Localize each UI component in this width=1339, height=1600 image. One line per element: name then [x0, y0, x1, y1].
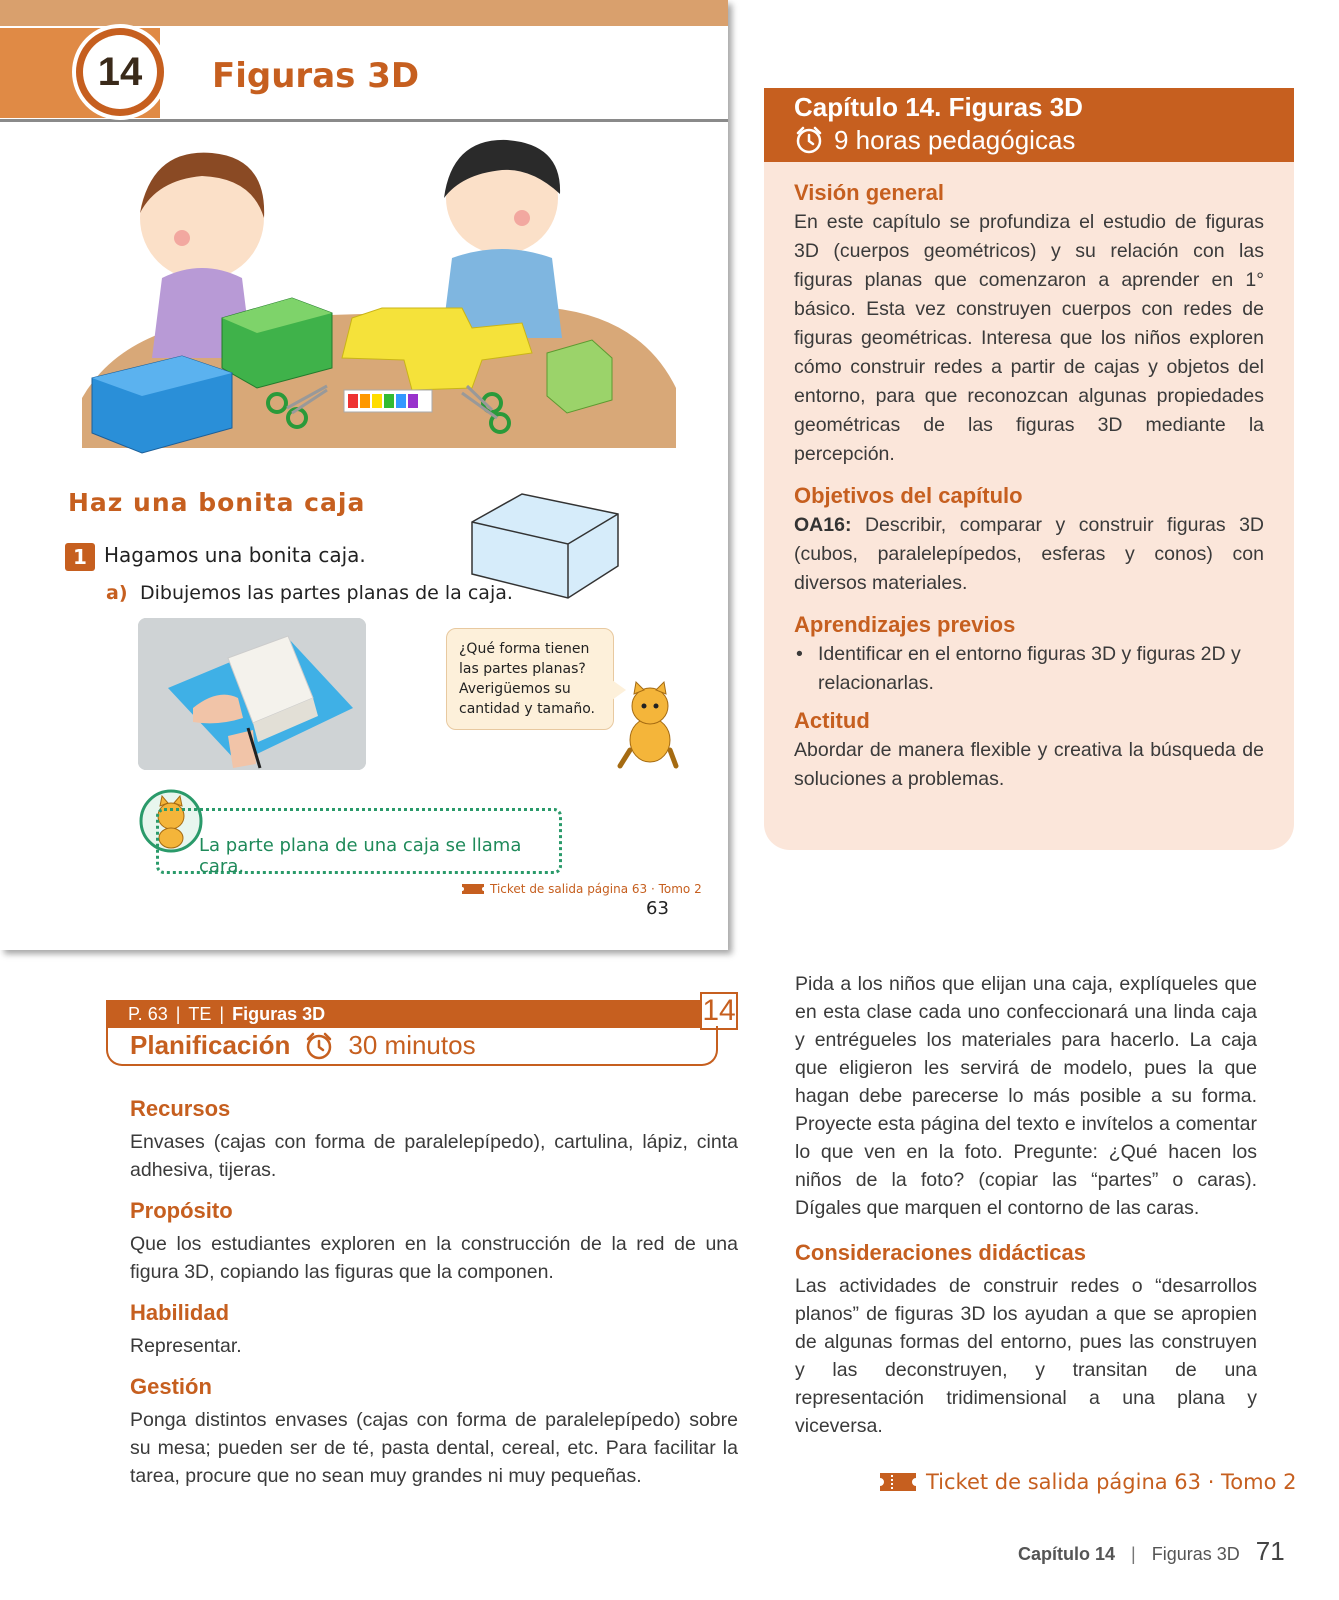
- chapter-info-body: [764, 162, 1294, 794]
- attitude-text: Abordar de manera flexible y creativa la búsqueda de soluciones a problemas.: [794, 739, 1264, 790]
- tracing-box-photo-drawing: [138, 618, 366, 770]
- question-number: 1: [65, 543, 95, 571]
- chapter-info-box: [764, 88, 1294, 850]
- attitude-title: Actitud: [794, 708, 870, 733]
- objective-paragraph: [794, 511, 1264, 598]
- footer-page-number: 71: [1255, 1536, 1285, 1566]
- student-book-page: [0, 0, 728, 950]
- ticket-text-small: Ticket de salida página 63 · Tomo 2: [490, 882, 702, 896]
- resources-text: Envases (cajas con forma de paralelepípedo), cartulina, lápiz, cinta adhesiva, tijeras.: [130, 1131, 738, 1181]
- book-top-bar: [0, 0, 728, 28]
- book-page-number: 63: [646, 898, 669, 919]
- chapter-number-badge: [72, 24, 168, 120]
- didactic-text: Las actividades de construir redes o “desarrollos planos” de figuras 3D los ayudan a que se apropien de algunas formas del entorno, pues las construyen y las deconstruyen, y transitan de una representación tridimensional a una plana y viceversa.: [795, 1275, 1257, 1437]
- chapter-hours: [794, 123, 1294, 157]
- chapter-info-header: [764, 88, 1294, 162]
- te-label: TE: [188, 1004, 212, 1024]
- purpose-title: Propósito: [130, 1198, 233, 1223]
- subquestion-text: Dibujemos las partes planas de la caja.: [140, 582, 513, 604]
- skill-text: Representar.: [130, 1335, 242, 1357]
- footer-topic: Figuras 3D: [1151, 1544, 1240, 1564]
- planning-chapter-badge: 14: [700, 992, 738, 1030]
- objective-code: OA16:: [794, 514, 852, 536]
- chapter-hours-text: 9 horas pedagógicas: [834, 125, 1076, 155]
- previous-title: Aprendizajes previos: [794, 612, 1016, 637]
- section-title: Haz una bonita caja: [68, 488, 366, 517]
- vision-text: En este capítulo se profundiza el estudio de figuras 3D (cuerpos geométricos) y su relación con las figuras planas que comenzaron a aprender en 1° básico. Esta vez construyen cuerpos con redes de figuras geométricas. Interesa que los niños exploren cómo construir redes a partir de cajas y objetos del entorno, para que reconozcan algunas propiedades geométricas de las figuras 3D mediante la percepción.: [794, 211, 1264, 465]
- didactic-title: Consideraciones didácticas: [795, 1240, 1086, 1265]
- management-title: Gestión: [130, 1374, 212, 1399]
- footer-chapter: Capítulo 14: [1018, 1544, 1116, 1564]
- subquestion-letter: a): [106, 582, 128, 604]
- definition-box: La parte plana de una caja se llama cara.: [156, 808, 562, 874]
- management-text: Ponga distintos envases (cajas con forma de paralelepípedo) sobre su mesa; pueden ser de té, pasta dental, cereal, etc. Para facilitar la tarea, procure que no sean muy grandes ni muy pequeñas.: [130, 1409, 738, 1487]
- page-footer: [1018, 1536, 1285, 1567]
- previous-list: [794, 640, 1264, 698]
- objectives-title: Objetivos del capítulo: [794, 483, 1023, 508]
- book-title: Figuras 3D: [212, 56, 420, 96]
- chapter-info-title: Capítulo 14. Figuras 3D: [794, 92, 1083, 122]
- ticket-text: Ticket de salida página 63 · Tomo 2: [926, 1470, 1297, 1494]
- skill-title: Habilidad: [130, 1300, 230, 1325]
- planning-left-column: [130, 1082, 738, 1490]
- planning-title-row: [130, 1030, 476, 1061]
- purpose-text: Que los estudiantes exploren en la construcción de la red de una figura 3D, copiando las figuras que la componen.: [130, 1233, 738, 1283]
- children-building-boxes-illustration: [82, 128, 676, 468]
- page-reference: P. 63: [128, 1004, 168, 1024]
- list-item: • Identificar en el entorno figuras 3D y figuras 2D y relacionarlas.: [794, 640, 1264, 698]
- alarm-clock-icon: [304, 1031, 334, 1061]
- ticket-link-small[interactable]: [462, 882, 702, 896]
- chapter-number: 14: [83, 35, 157, 109]
- planning-header: P. 63 | TE | Figuras 3D: [106, 1000, 734, 1028]
- objective-text: Describir, comparar y construir figuras 3D (cubos, paralelepípedos, esferas y conos) con diversos materiales.: [794, 514, 1264, 594]
- box-drawing: [470, 492, 620, 602]
- ticket-icon: [462, 884, 484, 894]
- alarm-clock-icon: [794, 125, 824, 155]
- vision-title: Visión general: [794, 180, 944, 205]
- resources-title: Recursos: [130, 1096, 231, 1121]
- footer-separator: |: [1131, 1544, 1136, 1564]
- planning-duration: 30 minutos: [348, 1030, 476, 1060]
- ticket-link[interactable]: [880, 1470, 1297, 1494]
- cat-mascot: [610, 680, 686, 770]
- tracing-box-photo: [138, 618, 366, 770]
- question-text: Hagamos una bonita caja.: [104, 543, 366, 567]
- speech-bubble: ¿Qué forma tienen las partes planas? Averigüemos su cantidad y tamaño.: [446, 628, 614, 730]
- planning-topic: Figuras 3D: [232, 1004, 326, 1024]
- planning-right-column: [795, 966, 1257, 1440]
- ticket-icon: [880, 1473, 916, 1491]
- intro-text: Pida a los niños que elijan una caja, explíqueles que en esta clase cada uno confeccionará una linda caja y entrégueles los materiales para hacerlo. La caja que eligieron les servirá de modelo, pues la que hagan debe parecerse lo más posible a su forma. Proyecte esta página del texto e invítelos a comentar lo que ven en la foto. Pregunte: ¿Qué hacen los niños de la foto? (copiar las “partes” o caras). Dígales que marquen el contorno de las caras.: [795, 973, 1257, 1219]
- planning-title: Planificación: [130, 1030, 291, 1060]
